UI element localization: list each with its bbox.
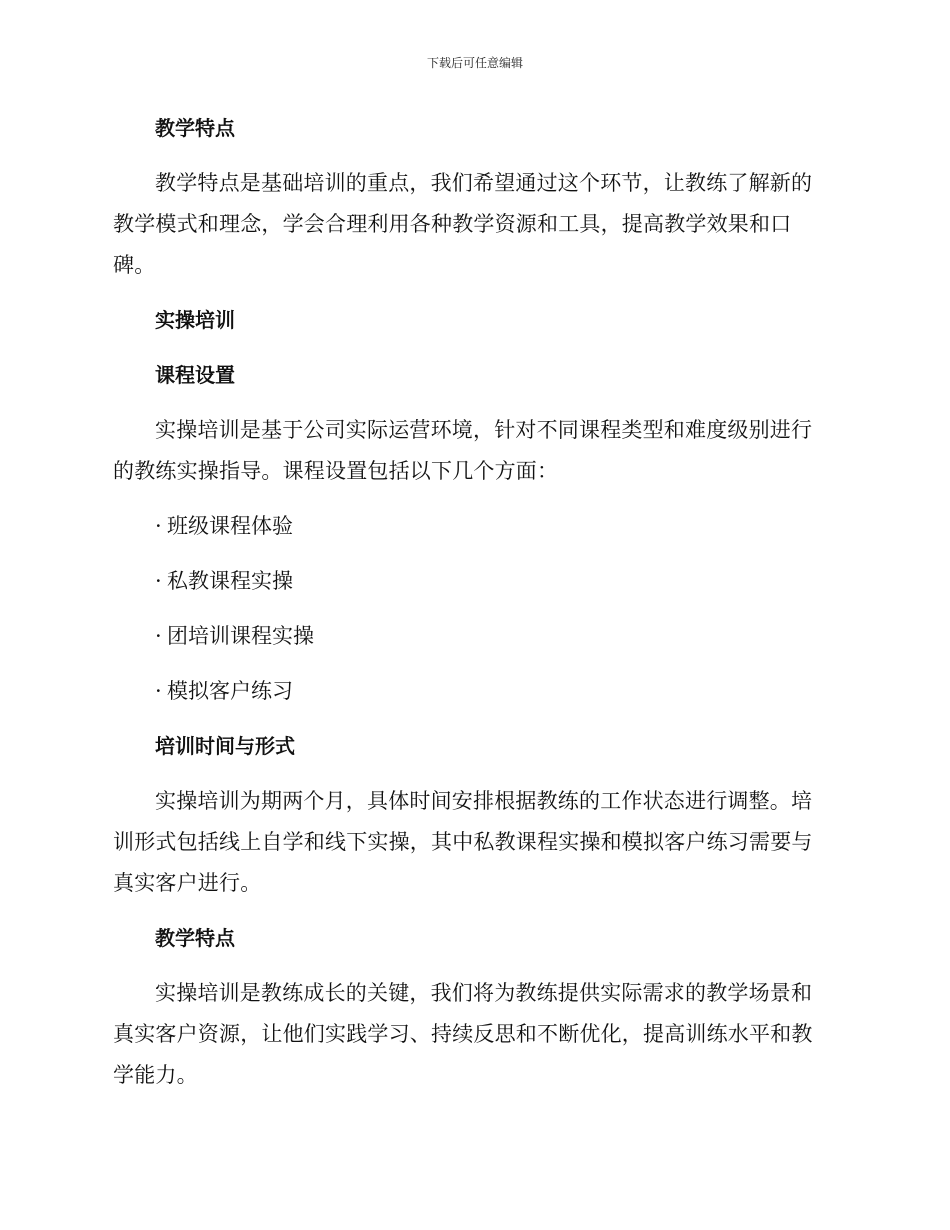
list-item-text: 私教课程实操 [167,569,293,593]
bullet-marker: · [155,679,162,703]
bullet-marker: · [155,624,162,648]
list-item [113,671,833,712]
bullet-marker: · [155,514,162,538]
paragraph-teaching-features: 教学特点是基础培训的重点，我们希望通过这个环节，让教练了解新的教学模式和理念，学会合理利用各种教学资源和工具，提高教学效果和口碑。 [113,171,813,277]
section-heading-teaching-features: 教学特点 [155,116,235,140]
list-item-text: 班级课程体验 [167,514,293,538]
list-item [113,506,833,547]
section-heading-course-setup: 课程设置 [155,363,235,387]
bullet-marker: · [155,569,162,593]
section-heading-practical-training: 实操培训 [155,308,235,332]
list-item [113,561,833,602]
paragraph-course-setup: 实操培训是基于公司实际运营环境，针对不同课程类型和难度级别进行的教练实操指导。课程设置包括以下几个方面： [113,418,813,483]
paragraph-time-and-form: 实操培训为期两个月，具体时间安排根据教练的工作状态进行调整。培训形式包括线上自学和线下实操，其中私教课程实操和模拟客户练习需要与真实客户进行。 [113,789,813,895]
list-item [113,616,833,657]
paragraph-teaching-features-2: 实操培训是教练成长的关键，我们将为教练提供实际需求的教学场景和真实客户资源，让他们实践学习、持续反思和不断优化，提高训练水平和教学能力。 [113,981,813,1087]
section-heading-teaching-features-2: 教学特点 [155,926,235,950]
section-heading-time-and-form: 培训时间与形式 [155,734,295,758]
document-body [113,108,833,1110]
list-item-text: 模拟客户练习 [167,679,293,703]
list-item-text: 团培训课程实操 [167,624,314,648]
header-note: 下载后可任意编辑 [426,56,523,70]
